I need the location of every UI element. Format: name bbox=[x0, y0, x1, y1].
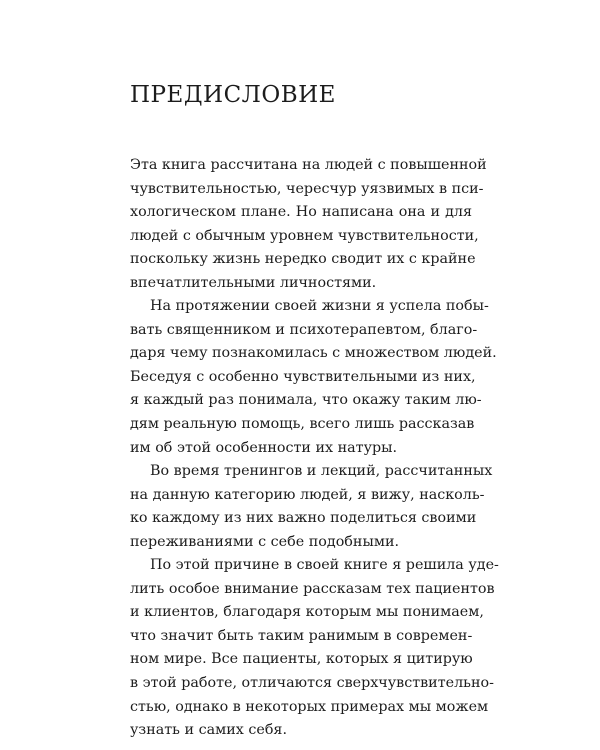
paragraph bbox=[130, 460, 493, 554]
text-line: ном мире. Все пациенты, которых я цитирую bbox=[130, 651, 473, 668]
paragraph bbox=[130, 295, 497, 460]
text-line: Эта книга рассчитана на людей с повышенной bbox=[130, 157, 487, 173]
text-line: я каждый раз понимала, что окажу таким лю- bbox=[130, 392, 482, 409]
text-line: переживаниями с себе подобными. bbox=[130, 533, 400, 550]
paragraph bbox=[130, 154, 487, 295]
text-line: стью, однако в некоторых примерах мы можем bbox=[130, 698, 489, 715]
text-line: и клиентов, благодаря которым мы понимаем, bbox=[130, 604, 484, 621]
page-title: ПРЕДИСЛОВИЕ bbox=[130, 82, 336, 108]
text-line: На протяжении своей жизни я успела побы- bbox=[150, 298, 489, 315]
text-line: узнать и самих себя. bbox=[130, 722, 288, 739]
text-line: По этой причине в своей книге я решила уде- bbox=[150, 557, 499, 574]
text-line: впечатлительными личностями. bbox=[130, 274, 377, 291]
text-line: Во время тренингов и лекций, рассчитанных bbox=[150, 463, 493, 480]
text-line: чувствительностью, чересчур уязвимых в пси- bbox=[130, 180, 484, 197]
preface-body bbox=[130, 154, 499, 743]
text-line: на данную категорию людей, я вижу, насколь- bbox=[130, 486, 485, 503]
text-line: вать священником и психотерапевтом, благо- bbox=[130, 321, 478, 338]
paragraph bbox=[130, 554, 499, 742]
text-line: людей с обычным уровнем чувствительности, bbox=[130, 227, 479, 244]
text-line: лить особое внимание рассказам тех пациентов bbox=[130, 580, 495, 597]
text-line: поскольку жизнь нередко сводит их с крайне bbox=[130, 251, 476, 268]
text-line: ко каждому из них важно поделиться своими bbox=[130, 510, 477, 527]
text-line: дям реальную помощь, всего лишь рассказав bbox=[130, 416, 475, 433]
text-line: что значит быть таким ранимым в современ- bbox=[130, 627, 473, 644]
text-line: в этой работе, отличаются сверхчувствительно- bbox=[130, 675, 494, 692]
text-line: хологическом плане. Но написана она и для bbox=[130, 204, 472, 221]
text-line: Беседуя с особенно чувствительными из них, bbox=[130, 368, 476, 385]
text-line: даря чему познакомилась с множеством людей. bbox=[130, 345, 497, 362]
text-line: им об этой особенности их натуры. bbox=[130, 439, 398, 456]
